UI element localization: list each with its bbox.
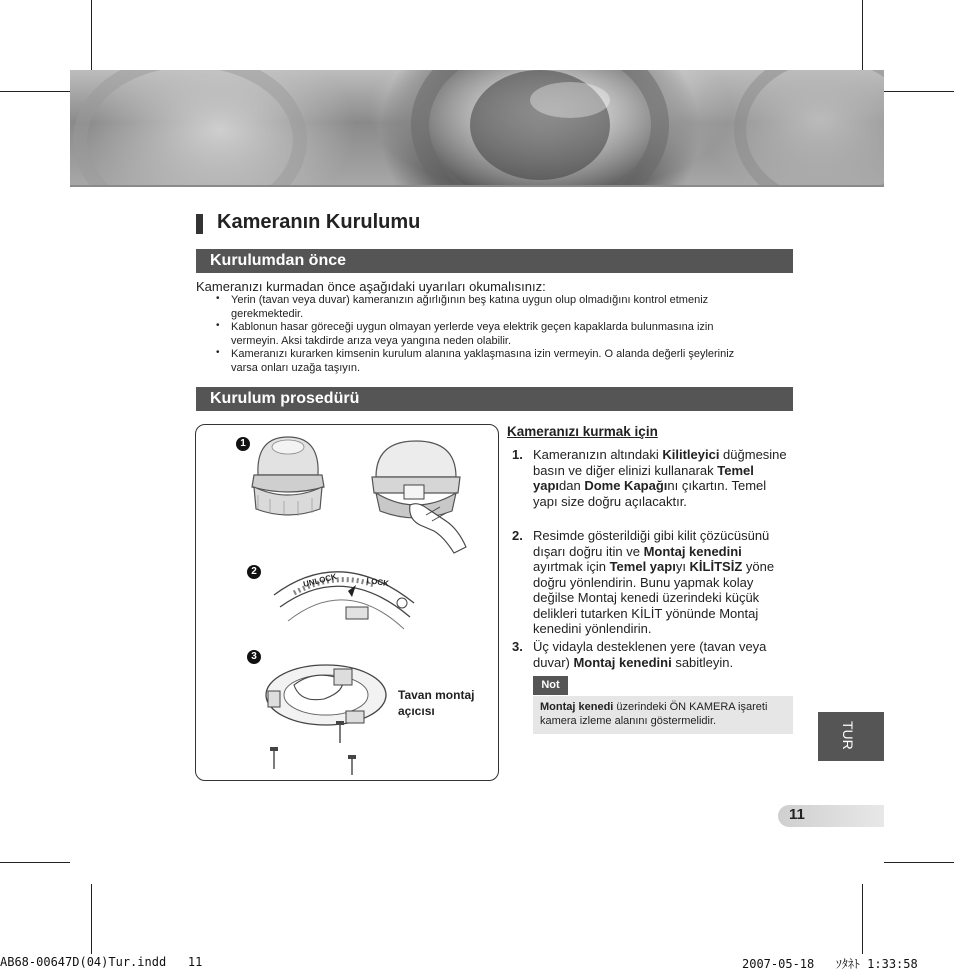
bullet-text: Kablonun hasar göreceği uygun olmayan yerlerde veya elektrik geçen kapaklarda bulunmasına izin — [231, 321, 714, 333]
crop-mark — [0, 91, 70, 92]
dome-camera-illustration — [252, 437, 324, 516]
step-text-run: ayırtmak için — [533, 559, 610, 574]
page-number: 11 — [789, 806, 805, 823]
mounting-bracket-illustration — [266, 665, 386, 775]
bullet-icon: • — [216, 320, 220, 331]
procedure-step-1 — [512, 447, 792, 509]
procedure-step-3 — [512, 639, 792, 670]
header-banner-image — [70, 70, 884, 187]
crop-mark — [91, 0, 92, 70]
bullet-text: Kameranızı kurarken kimsenin kurulum alanına yaklaşmasına izin vermeyin. O alanda değerli şeyleriniz — [231, 348, 735, 360]
bullet-text: varsa onları uzağa taşıyın. — [231, 361, 361, 374]
bullet-text: gerekmektedir. — [231, 307, 304, 320]
step-number: 1. — [512, 447, 523, 462]
note-box — [533, 696, 793, 734]
crop-mark — [91, 884, 92, 954]
page-title: Kameranın Kurulumu — [217, 211, 421, 233]
banner-divider — [70, 185, 884, 187]
step-text-run: Resimde gösterildiği gibi kilit çözücüsünü dışarı doğru itin ve — [533, 528, 770, 559]
title-marker — [196, 214, 203, 234]
step-text-bold: Montaj kenedini — [573, 654, 672, 670]
figure-marker-1: 1 — [236, 437, 250, 451]
section-heading-procedure — [196, 387, 793, 411]
section-heading-label: Kurulumdan önce — [210, 252, 347, 269]
step-number: 3. — [512, 639, 523, 654]
warning-bullet — [216, 348, 794, 375]
step-text — [533, 639, 792, 670]
print-slug-filename: AB68-00647D(04)Tur.indd 11 — [0, 955, 203, 969]
step-text-run: Kameranızın altındaki — [533, 447, 663, 462]
bullet-text: Yerin (tavan veya duvar) kameranızın ağırlığının beş katına uygun olup olmadığını kontrol etmeniz — [231, 294, 709, 306]
step-text-bold: KİLİTSİZ — [689, 559, 743, 574]
installation-illustration — [196, 425, 498, 780]
procedure-step-2 — [512, 528, 792, 637]
caption-line: açıcısı — [398, 704, 435, 718]
step-text-bold: Kilitleyici — [662, 447, 720, 462]
warning-bullet — [216, 294, 794, 321]
section-heading-label: Kurulum prosedürü — [210, 390, 360, 407]
step-text-bold: Montaj kenedini — [643, 543, 742, 559]
unlock-ring-illustration — [274, 572, 414, 629]
step-number: 2. — [512, 528, 523, 543]
warning-bullet — [216, 321, 794, 348]
step-text-run: dan — [559, 478, 585, 493]
procedure-subheading: Kameranızı kurmak için — [507, 424, 658, 439]
unlock-label: UNLOCK — [302, 571, 338, 589]
section-heading-before-install — [196, 249, 793, 273]
note-text: üzerindeki ÖN KAMERA işareti kamera izleme alanını göstermelidir. — [540, 701, 768, 727]
crop-mark — [862, 0, 863, 70]
note-tag: Not — [533, 676, 568, 695]
step-text-bold: Temel yapı — [533, 462, 754, 493]
crop-mark — [884, 862, 954, 863]
step-text — [533, 447, 792, 509]
step-text-bold: Dome Kapağı — [584, 478, 668, 493]
step-text-run: yı — [675, 559, 690, 574]
note-bold-text: Montaj kenedi — [540, 701, 614, 713]
installation-figure — [195, 424, 499, 781]
crop-mark — [884, 91, 954, 92]
bullet-text: vermeyin. Aksi takdirde arıza veya yangına neden olabilir. — [231, 334, 512, 347]
figure-marker-2: 2 — [247, 565, 261, 579]
caption-line: Tavan montaj — [398, 688, 475, 702]
figure-marker-3: 3 — [247, 650, 261, 664]
intro-text: Kameranızı kurmadan önce aşağıdaki uyarıları okumalısınız: — [196, 279, 546, 294]
language-tab — [818, 712, 884, 761]
figure-caption — [398, 687, 498, 719]
lock-label: LOCK — [365, 576, 390, 589]
crop-mark — [0, 862, 70, 863]
step-text-run: nı çıkartın. Temel yapı size doğru açılacaktır. — [533, 478, 767, 509]
bullet-icon: • — [216, 293, 220, 304]
step-text-bold: Temel yapı — [609, 559, 676, 574]
dome-removal-illustration — [372, 441, 466, 553]
crop-mark — [862, 884, 863, 954]
camera-lens-photo — [70, 70, 884, 187]
print-slug-timestamp: 2007-05-18 ｿﾀﾈﾄ 1:33:58 — [742, 957, 918, 971]
step-text — [533, 528, 792, 637]
language-tab-label: TUR — [840, 721, 856, 750]
step-text-run: sabitleyin. — [671, 654, 734, 670]
step-text-run: Üç vidayla desteklenen yere (tavan veya duvar) — [533, 639, 767, 670]
bullet-icon: • — [216, 347, 220, 358]
step-text-run: yöne doğru yönlendirin. Bunu yapmak kolay değilse Montaj kenedi üzerindeki küçük delikleri tutarken KİLİT yönünde Montaj kenedini yönlendirin. — [533, 559, 775, 636]
step-text-run: düğmesine basın ve diğer elinizi kullanarak — [533, 447, 787, 478]
